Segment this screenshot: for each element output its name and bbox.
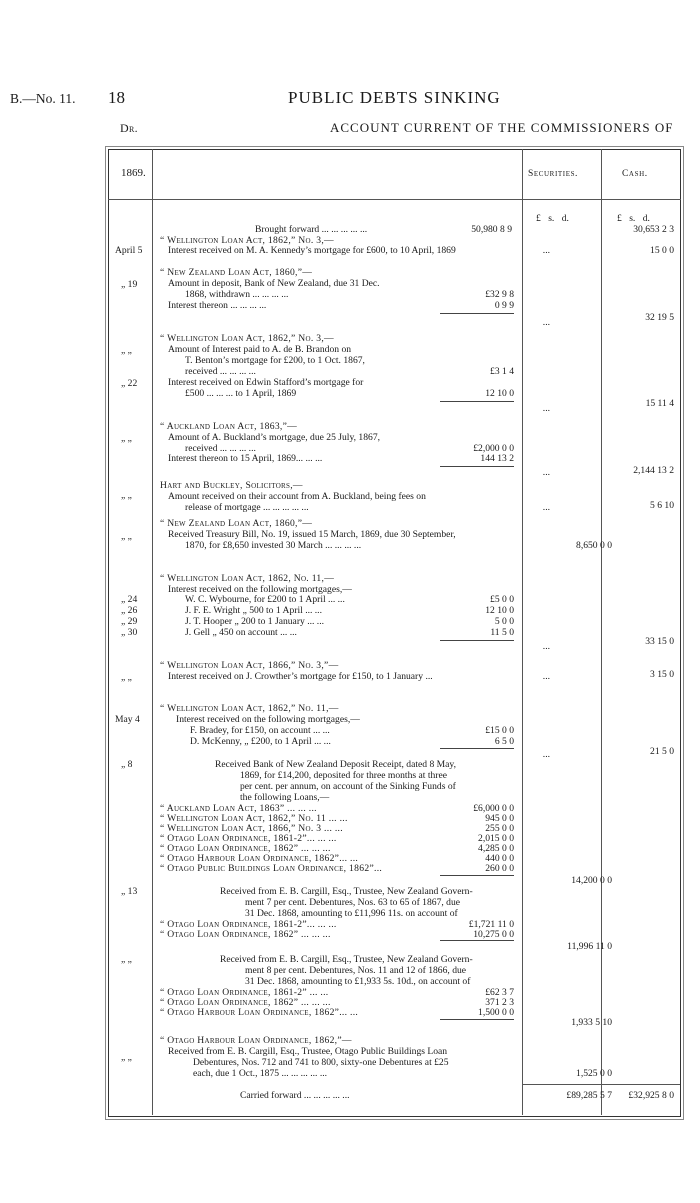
entry-line: Amount received on their account from A. Buckland, being fees on — [168, 491, 426, 502]
cash-value: 5 6 10 — [650, 500, 674, 511]
securities-value: 1,933 5 10 — [571, 1017, 612, 1028]
debit-label: Dr. — [120, 121, 138, 135]
amount-value: 6 5 0 — [494, 736, 514, 747]
entry-line: “ Wellington Loan Act, 1866,” No. 3,”— — [160, 660, 339, 671]
date-column-rule — [152, 149, 153, 1115]
entry-line: 1869, for £14,200, deposited for three months at three — [240, 770, 448, 781]
entry-line: Brought forward ... ... ... ... ... — [255, 224, 368, 235]
entry-line: release of mortgage ... ... ... ... ... — [185, 502, 309, 513]
entry-date: „ 26 — [121, 605, 138, 616]
entry-date: „ 8 — [121, 759, 133, 770]
entry-line: 1868, withdrawn ... ... ... ... — [185, 289, 289, 300]
entry-date: „ 22 — [121, 378, 138, 389]
entry-date: April 5 — [115, 245, 143, 256]
amount-value: 2,015 0 0 — [478, 833, 514, 844]
entry-line: “ Otago Harbour Loan Ordinance, 1862”... ... — [160, 853, 359, 864]
page-number: 18 — [108, 88, 125, 107]
entry-line: the following Loans,— — [240, 792, 330, 803]
securities-value: ... — [542, 502, 550, 513]
entry-line: ment 8 per cent. Debentures, Nos. 11 and 12 of 1866, due — [245, 965, 467, 976]
entry-line: 31 Dec. 1868, amounting to £1,933 5s. 10d., on account of — [245, 976, 471, 987]
entry-line: Interest received on J. Crowther’s mortgage for £150, to 1 January ... — [168, 671, 433, 682]
entry-date: „ „ — [121, 433, 132, 444]
amount-value: 10,275 0 0 — [473, 929, 514, 940]
securities-value: 1,525 0 0 — [576, 1068, 612, 1079]
page-subtitle: ACCOUNT CURRENT OF THE COMMISSIONERS OF — [330, 120, 674, 135]
entry-line: “ Otago Loan Ordinance, 1861-2”... ... ... — [160, 919, 337, 930]
entry-line: “ Auckland Loan Act, 1863,”— — [160, 421, 298, 432]
subtotal-rule — [440, 313, 514, 314]
entry-line: “ Wellington Loan Act, 1862,” No. 3,— — [160, 333, 334, 344]
entry-date: „ 19 — [121, 279, 138, 290]
entry-date: „ „ — [121, 490, 132, 501]
entry-line: 1870, for £8,650 invested 30 March ... ... ... ... — [185, 540, 362, 551]
entry-date: „ „ — [121, 345, 132, 356]
cash-total: £32,925 8 0 — [628, 1090, 674, 1101]
entry-line: T. Benton’s mortgage for £200, to 1 Oct. 1867, — [185, 355, 365, 366]
entry-line: Interest received on Edwin Stafford’s mortgage for — [168, 377, 364, 388]
amount-value: 12 10 0 — [485, 605, 514, 616]
securities-header: Securities. — [528, 169, 579, 179]
entry-date: „ 29 — [121, 616, 138, 627]
securities-value: ... — [542, 317, 550, 328]
amount-value: 440 0 0 — [485, 853, 514, 864]
subtotal-rule — [440, 1019, 514, 1020]
amount-value: £6,000 0 0 — [473, 803, 514, 814]
entry-line: “ Wellington Loan Act, 1862,” No. 11,— — [160, 703, 339, 714]
securities-value: 14,200 0 0 — [571, 875, 612, 886]
amount-value: 260 0 0 — [485, 863, 514, 874]
cash-value: 32 19 5 — [645, 312, 674, 323]
entry-date: May 4 — [115, 714, 140, 725]
total-rule — [522, 1084, 680, 1085]
cash-value: 15 11 4 — [645, 398, 674, 409]
entry-line: Received from E. B. Cargill, Esq., Trustee, New Zealand Govern- — [220, 886, 473, 897]
amount-value: 945 0 0 — [485, 813, 514, 824]
entry-line: “ Otago Loan Ordinance, 1862” ... ... ... — [160, 997, 331, 1008]
securities-value: ... — [542, 671, 550, 682]
entry-line: “ Wellington Loan Act, 1862,” No. 3,— — [160, 235, 334, 246]
amount-value: £62 3 7 — [485, 987, 514, 998]
entry-line: Amount in deposit, Bank of New Zealand, due 31 Dec. — [168, 278, 380, 289]
entry-line: J. Gell „ 450 on account ... ... — [185, 627, 297, 638]
securities-value: ... — [542, 641, 550, 652]
page-title: PUBLIC DEBTS SINKING — [288, 88, 501, 107]
entry-line: J. T. Hooper „ 200 to 1 January ... ... — [185, 616, 324, 627]
amount-value: 11 5 0 — [490, 627, 514, 638]
entry-line: Received Bank of New Zealand Deposit Receipt, dated 8 May, — [215, 759, 457, 770]
entry-date: „ 24 — [121, 594, 138, 605]
entry-line: Debentures, Nos. 712 and 741 to 800, sixty-one Debentures at £25 — [193, 1057, 449, 1068]
entry-line: Amount of A. Buckland’s mortgage, due 25 July, 1867, — [168, 432, 381, 443]
cash-value: 21 5 0 — [650, 746, 674, 757]
amount-value: £32 9 8 — [485, 289, 514, 300]
entry-line: Hart and Buckley, Solicitors,— — [160, 480, 303, 491]
entry-line: Interest received on the following mortgages,— — [176, 714, 360, 725]
entry-line: Interest received on the following mortgages,— — [168, 584, 352, 595]
cash-value: 2,144 13 2 — [633, 465, 674, 476]
amount-value: 371 2 3 — [485, 997, 514, 1008]
entry-date: „ „ — [121, 531, 132, 542]
cash-value: 30,653 2 3 — [633, 224, 674, 235]
entry-line: “ Wellington Loan Act, 1862, No. 11,— — [160, 573, 335, 584]
amount-value: 0 9 9 — [494, 300, 514, 311]
entry-line: Amount of Interest paid to A. de B. Brandon on — [168, 344, 352, 355]
entry-line: each, due 1 Oct., 1875 ... ... ... ... ... — [193, 1068, 328, 1079]
entry-line: 31 Dec. 1868, amounting to £11,996 11s. on account of — [245, 908, 458, 919]
entry-line: “ Otago Loan Ordinance, 1862” ... ... ... — [160, 843, 331, 854]
cash-value: 33 15 0 — [645, 636, 674, 647]
securities-total: £89,285 5 7 — [566, 1090, 612, 1101]
subtotal-rule — [440, 466, 514, 467]
securities-value: ... — [542, 467, 550, 478]
entry-line: Interest thereon to 15 April, 1869... ... ... — [168, 453, 323, 464]
subtotal-rule — [440, 748, 514, 749]
entry-line: “ Wellington Loan Act, 1866,” No. 3 ... ... — [160, 823, 343, 834]
entry-line: “ Auckland Loan Act, 1863” ... ... ... — [160, 803, 317, 814]
securities-value: 11,996 11 0 — [567, 941, 612, 952]
amount-value: 144 13 2 — [480, 453, 514, 464]
amount-value: 5 0 0 — [494, 616, 514, 627]
entry-line: “ New Zealand Loan Act, 1860,”— — [160, 518, 313, 529]
subtotal-rule — [440, 401, 514, 402]
entry-line: “ Otago Loan Ordinance, 1861-2” ... ... — [160, 987, 329, 998]
entry-date: „ 13 — [121, 886, 138, 897]
entry-line: £500 ... ... ... to 1 April, 1869 — [185, 388, 297, 399]
securities-value: 50,980 8 9 — [471, 224, 512, 235]
amount-value: £1,721 11 0 — [468, 919, 514, 930]
entry-date: „ „ — [121, 954, 132, 965]
amount-value: £2,000 0 0 — [473, 443, 514, 454]
entry-line: per cent. per annum, on account of the Sinking Funds of — [240, 781, 456, 792]
entry-line: Received from E. B. Cargill, Esq., Trustee, Otago Public Buildings Loan — [168, 1046, 448, 1057]
entry-line: ment 7 per cent. Debentures, Nos. 63 to 65 of 1867, due — [245, 897, 461, 908]
entry-line: “ Otago Harbour Loan Ordinance, 1862,”— — [160, 1035, 352, 1046]
entry-line: “ New Zealand Loan Act, 1860,”— — [160, 267, 313, 278]
entry-line: Received Treasury Bill, No. 19, issued 15 March, 1869, due 30 September, — [168, 529, 456, 540]
securities-value: ... — [542, 749, 550, 760]
securities-lsd: £ s. d. — [536, 213, 569, 224]
securities-value: ... — [542, 245, 550, 256]
securities-column-rule — [522, 149, 523, 1115]
subtotal-rule — [440, 640, 514, 641]
entry-line: Received from E. B. Cargill, Esq., Trustee, New Zealand Govern- — [220, 954, 473, 965]
entry-line: “ Wellington Loan Act, 1862,” No. 11 ... ... — [160, 813, 348, 824]
amount-value: 12 10 0 — [485, 388, 514, 399]
cash-value: 3 15 0 — [650, 669, 674, 680]
header-rule — [108, 199, 681, 200]
entry-line: “ Otago Loan Ordinance, 1862” ... ... ... — [160, 929, 331, 940]
entry-line: W. C. Wybourne, for £200 to 1 April ... ... — [185, 594, 345, 605]
entry-line: received ... ... ... ... — [185, 443, 256, 454]
entry-line: “ Otago Harbour Loan Ordinance, 1862”... ... — [160, 1007, 359, 1018]
carried-forward-label: Carried forward ... ... ... ... ... — [240, 1090, 350, 1101]
entry-date: „ 30 — [121, 627, 138, 638]
amount-value: 1,500 0 0 — [478, 1007, 514, 1018]
amount-value: £5 0 0 — [490, 594, 514, 605]
cash-lsd: £ s. d. — [617, 213, 650, 224]
entry-line: “ Otago Public Buildings Loan Ordinance, 1862”... — [160, 863, 383, 874]
entry-line: “ Otago Loan Ordinance, 1861-2”... ... ... — [160, 833, 337, 844]
year-label: 1869. — [121, 167, 146, 179]
cash-value: 15 0 0 — [650, 245, 674, 256]
entry-line: D. McKenny, „ £200, to 1 April ... ... — [190, 736, 331, 747]
entry-line: received ... ... ... ... — [185, 366, 256, 377]
cash-header: Cash. — [622, 169, 648, 179]
amount-value: 4,285 0 0 — [478, 843, 514, 854]
entry-date: „ „ — [121, 672, 132, 683]
securities-value: 8,650 0 0 — [576, 540, 612, 551]
entry-date: „ „ — [121, 1052, 132, 1063]
entry-line: F. Bradey, for £150, on account ... ... — [190, 725, 330, 736]
amount-value: 255 0 0 — [485, 823, 514, 834]
amount-value: £15 0 0 — [485, 725, 514, 736]
subtotal-rule — [440, 875, 514, 876]
document-reference: B.—No. 11. — [10, 91, 76, 106]
subtotal-rule — [440, 940, 514, 941]
entry-line: Interest thereon ... ... ... ... — [168, 300, 267, 311]
entry-line: Interest received on M. A. Kennedy’s mortgage for £600, to 10 April, 1869 — [168, 245, 456, 256]
cash-column-rule — [601, 149, 602, 1115]
entry-line: J. F. E. Wright „ 500 to 1 April ... ... — [185, 605, 322, 616]
securities-value: ... — [542, 403, 550, 414]
amount-value: £3 1 4 — [490, 366, 514, 377]
